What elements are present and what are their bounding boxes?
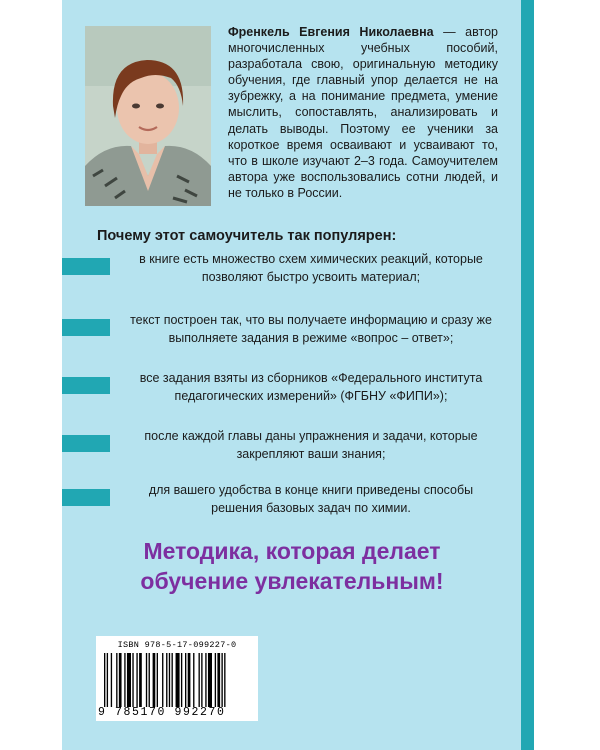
spine-strip [521, 0, 534, 750]
barcode-bar [104, 653, 105, 707]
barcode-bar [107, 653, 108, 707]
barcode-bar [139, 653, 142, 707]
barcode-bar [132, 653, 133, 707]
barcode-bar [116, 653, 117, 707]
barcode-bar [205, 653, 206, 707]
isbn-barcode [96, 636, 258, 721]
feature-text: в книге есть множество схем химических реакций, которые позволяют быстро усвоить материал; [139, 252, 483, 284]
feature-text: после каждой главы даны упражнения и задачи, которые закрепляют ваши знания; [144, 429, 478, 461]
barcode-bar [217, 653, 220, 707]
feature-text: все задания взяты из сборников «Федерального института педагогических измерений» (ФГБНУ «ФИПИ»); [139, 371, 483, 403]
author-photo [85, 26, 211, 206]
barcode-bar [224, 653, 225, 707]
barcode-bar [176, 653, 180, 707]
isbn-label: ISBN 978-5-17-099227-0 [117, 640, 237, 650]
barcode-bar [172, 653, 173, 707]
feature-text: текст построен так, что вы получаете информацию и сразу же выполняете задания в режиме «вопрос – ответ»; [130, 313, 492, 345]
bullet-bar [62, 435, 110, 452]
barcode-bar [188, 653, 191, 707]
bullet-bar [62, 489, 110, 506]
barcode-bar [199, 653, 200, 707]
author-bio [228, 24, 498, 201]
barcode-bar [157, 653, 158, 707]
slogan-line-2: обучение увлекательным! [140, 568, 444, 594]
barcode-bar [193, 653, 194, 707]
barcode-bar [166, 653, 167, 707]
barcode-bar [221, 653, 222, 707]
barcode-bar [201, 653, 202, 707]
bullet-bar [62, 258, 110, 275]
feature-text: для вашего удобства в конце книги приведены способы решения базовых задач по химии. [148, 483, 474, 515]
barcode-bar [181, 653, 182, 707]
barcode-bar [136, 653, 137, 707]
features-title: Почему этот самоучитель так популярен: [97, 228, 397, 244]
barcode-bar [162, 653, 163, 707]
barcode-bar [146, 653, 147, 707]
slogan [62, 536, 522, 596]
barcode-bar [124, 653, 125, 707]
barcode-bar [215, 653, 216, 707]
barcode-bars [104, 653, 252, 707]
author-bio-text: — автор многочисленных учебных пособий, разработала свою, оригинальную методику обучения, где главный упор делается не на зубрежку, а на понимание предмета, умение мыслить, сопоставлять, анализировать и делать выводы. Поэтому ее ученики за короткое время осваивают и усваивают то, что в школе изучают 2–3 года. Самоучителем автора уже воспользовались сотни людей, и не только в России. [228, 25, 498, 200]
barcode-bar [208, 653, 212, 707]
author-name: Френкель Евгения Николаевна [228, 25, 434, 39]
bullet-bar [62, 319, 110, 336]
barcode-bar [119, 653, 122, 707]
barcode-bar [111, 653, 112, 707]
slogan-line-1: Методика, которая делает [143, 538, 441, 564]
barcode-bar [127, 653, 131, 707]
barcode-bar [169, 653, 170, 707]
barcode-bar [149, 653, 150, 707]
barcode-bar [153, 653, 156, 707]
bullet-bar [62, 377, 110, 394]
barcode-bar [185, 653, 186, 707]
ean-digits: 9 785170 992270 [98, 706, 226, 719]
